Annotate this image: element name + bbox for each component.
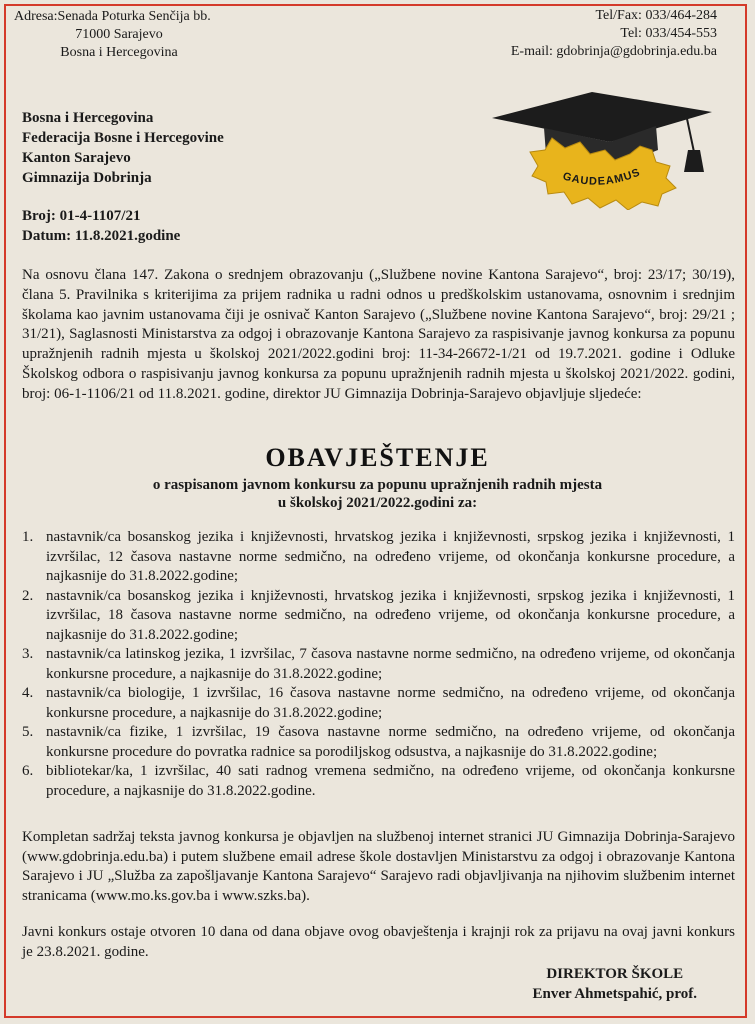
contact-email: E-mail: gdobrinja@gdobrinja.edu.ba (510, 44, 717, 59)
list-text: nastavnik/ca latinskog jezika, 1 izvršilac, 7 časova nastavne norme sedmično, na određeno vrijeme, od okončanja konkursne procedure, a najkasnije do 31.8.2022.godine; (46, 646, 735, 682)
list-item (22, 723, 735, 762)
cap-board-shape (492, 92, 712, 142)
institution-country: Bosna i Hercegovina (22, 110, 154, 126)
list-text: nastavnik/ca bosanskog jezika i književnosti, hrvatskog jezika i književnosti, srpskog jezika i književnosti, 1 izvršilac, 12 časova nastavne norme sedmično, na određeno vrijeme, od okončanja konkursne procedure, a najkasnije do 31.8.2022.godine; (46, 529, 735, 584)
address-street: Adresa:Senada Poturka Senčija bb. (14, 9, 211, 24)
contact-tel: Tel: 033/454-553 (620, 26, 717, 41)
list-item (22, 645, 735, 684)
institution-canton: Kanton Sarajevo (22, 150, 131, 166)
notice-title: OBAVJEŠTENJE (265, 443, 490, 472)
badge-label: GAUDEAMUS (561, 166, 643, 188)
list-item (22, 528, 735, 587)
institution-federation: Federacija Bosne i Hercegovine (22, 130, 224, 146)
contact-telfax: Tel/Fax: 033/464-284 (595, 8, 717, 23)
address-country: Bosna i Hercegovina (60, 45, 178, 60)
reference-date: Datum: 11.8.2021.godine (22, 228, 181, 244)
list-number: 2. (22, 587, 34, 604)
list-text: nastavnik/ca fizike, 1 izvršilac, 19 časova nastavne norme sedmično, na određeno vrijeme, od okončanja konkursne procedure do povratka radnice sa porodiljskog odsustva, a najkasnije do 31.8.2022.godine; (46, 724, 735, 760)
signature-block (533, 964, 697, 1004)
list-item (22, 762, 735, 801)
publication-paragraph: Kompletan sadržaj teksta javnog konkursa je objavljen na službenoj internet stranici JU Gimnazija Dobrinja-Sarajevo (www.gdobrinja.edu.ba) i putem službene email adrese škole dostavljen Ministarstvu za odgoj i obrazovanje Kantona Sarajevo i JU „Služba za zapošljavanje Kantona Sarajevo“ Sarajevo radi objavljivanja na njihovim službenim internet stranicama (www.mo.ks.gov.ba i www.szks.ba). (22, 829, 735, 904)
list-number: 6. (22, 763, 34, 779)
notice-subtitle (0, 476, 755, 512)
reference-number: Broj: 01-4-1107/21 (22, 208, 141, 224)
tassel-icon (684, 150, 704, 172)
positions-list (22, 528, 735, 801)
list-text: nastavnik/ca biologije, 1 izvršilac, 16 časova nastavne norme sedmično, na određeno vrijeme, od okončanja konkursne procedure, a najkasnije do 31.8.2022.godine; (46, 685, 735, 721)
graduation-cap-logo (490, 90, 714, 210)
legal-basis-paragraph: Na osnovu člana 147. Zakona o srednjem obrazovanju („Službene novine Kantona Sarajevo“, broj: 23/17; 30/19), člana 5. Pravilnika s kriterijima za prijem radnika u radni odnos u predškolskim ustanovama, osnovnim i srednjim školama kao javnim ustanovama čiji je osnivač Kanton Sarajevo („Službene novine Kantona Sarajevo“, broj: 29/21 ; 31/21), Saglasnosti Ministarstva za odgoj i obrazovanje Kantona Sarajevo za raspisivanje javnog konkursa za popunu upražnjenih radnih mjesta u školskoj 2021/2022.godini broj: 11-34-26672-1/21 od 19.7.2021. godine i Odluke Školskog odbora o raspisivanju javnog konkursa za popunu upražnjenih radnih mjesta u školskoj 2021/2022. godini, broj: 06-1-1106/21 od 11.8.2021. godine, direktor JU Gimnazija Dobrinja-Sarajevo objavljuje sljedeće: (22, 267, 735, 402)
signature-name: Enver Ahmetspahić, prof. (532, 986, 697, 1002)
list-text: bibliotekar/ka, 1 izvršilac, 40 sati radnog vremena sedmično, na određeno vrijeme, od okončanja konkursne procedure, a najkasnije do 31.8.2022.godine. (46, 763, 735, 799)
list-number: 1. (22, 529, 34, 545)
institution-school: Gimnazija Dobrinja (22, 170, 152, 186)
list-item (22, 587, 735, 646)
address-city: 71000 Sarajevo (75, 27, 163, 42)
list-number: 4. (22, 685, 34, 701)
list-item (22, 684, 735, 723)
subtitle-line-1: o raspisanom javnom konkursu za popunu upražnjenih radnih mjesta (152, 477, 603, 493)
school-address (14, 8, 224, 62)
school-contact (511, 7, 717, 61)
list-number: 5. (22, 724, 34, 740)
signature-role: DIREKTOR ŠKOLE (546, 966, 684, 982)
tassel-cord-icon (686, 114, 694, 152)
list-text: nastavnik/ca bosanskog jezika i književnosti, hrvatskog jezika i književnosti, srpskog jezika i književnosti, 1 izvršilac, 18 časova nastavne norme sedmično, na određeno vrijeme, od okončanja konkursne procedure, a najkasnije do 31.8.2022.godine; (46, 587, 735, 643)
institution-block (22, 108, 224, 188)
document-reference (22, 206, 180, 246)
subtitle-line-2: u školskoj 2021/2022.godini za: (277, 495, 478, 511)
list-number: 3. (22, 646, 34, 662)
deadline-paragraph: Javni konkurs ostaje otvoren 10 dana od dana objave ovog obavještenja i krajnji rok za prijavu na ovaj javni konkurs je 23.8.2021. godine. (22, 924, 735, 960)
